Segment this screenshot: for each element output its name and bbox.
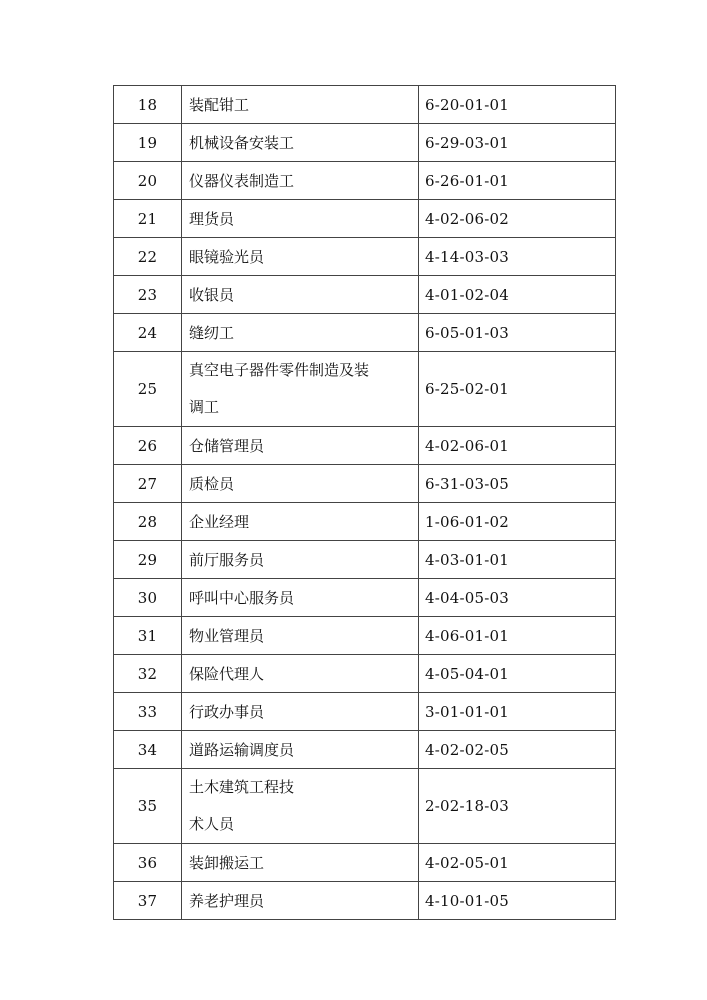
row-number-cell: 33 xyxy=(114,693,182,731)
occupation-code-cell: 4-02-06-02 xyxy=(419,200,616,238)
occupation-name-cell: 质检员 xyxy=(182,465,419,503)
row-number-cell: 35 xyxy=(114,769,182,844)
table-row xyxy=(114,124,616,162)
occupation-code-cell: 6-20-01-01 xyxy=(419,86,616,124)
occupation-code-cell: 6-26-01-01 xyxy=(419,162,616,200)
row-number-cell: 24 xyxy=(114,314,182,352)
occupation-table xyxy=(113,85,616,920)
table-row xyxy=(114,162,616,200)
table-row xyxy=(114,655,616,693)
table-row xyxy=(114,86,616,124)
row-number-cell: 28 xyxy=(114,503,182,541)
occupation-code-cell: 4-04-05-03 xyxy=(419,579,616,617)
occupation-name-cell: 保险代理人 xyxy=(182,655,419,693)
occupation-code-cell: 6-25-02-01 xyxy=(419,352,616,427)
row-number-cell: 21 xyxy=(114,200,182,238)
occupation-name-cell: 装卸搬运工 xyxy=(182,844,419,882)
row-number-cell: 19 xyxy=(114,124,182,162)
occupation-name-cell: 缝纫工 xyxy=(182,314,419,352)
occupation-name-cell: 物业管理员 xyxy=(182,617,419,655)
occupation-name-cell: 行政办事员 xyxy=(182,693,419,731)
occupation-name-cell: 理货员 xyxy=(182,200,419,238)
occupation-code-cell: 4-02-02-05 xyxy=(419,731,616,769)
occupation-code-cell: 6-31-03-05 xyxy=(419,465,616,503)
occupation-name-cell: 呼叫中心服务员 xyxy=(182,579,419,617)
row-number-cell: 36 xyxy=(114,844,182,882)
occupation-code-cell: 4-10-01-05 xyxy=(419,882,616,920)
occupation-name-cell: 仪器仪表制造工 xyxy=(182,162,419,200)
occupation-name-line: 术人员 xyxy=(189,815,235,833)
occupation-name-cell: 道路运输调度员 xyxy=(182,731,419,769)
table-row xyxy=(114,844,616,882)
occupation-code-cell: 2-02-18-03 xyxy=(419,769,616,844)
row-number-cell: 27 xyxy=(114,465,182,503)
row-number-cell: 26 xyxy=(114,427,182,465)
row-number-cell: 20 xyxy=(114,162,182,200)
row-number-cell: 18 xyxy=(114,86,182,124)
table-row xyxy=(114,503,616,541)
table-row xyxy=(114,693,616,731)
table-row xyxy=(114,579,616,617)
table-row xyxy=(114,427,616,465)
table-row xyxy=(114,769,616,844)
occupation-code-cell: 4-02-06-01 xyxy=(419,427,616,465)
occupation-code-cell: 6-05-01-03 xyxy=(419,314,616,352)
occupation-name-cell: 眼镜验光员 xyxy=(182,238,419,276)
table-row xyxy=(114,465,616,503)
occupation-name-cell xyxy=(182,769,419,844)
row-number-cell: 29 xyxy=(114,541,182,579)
occupation-code-cell: 4-02-05-01 xyxy=(419,844,616,882)
occupation-code-cell: 4-14-03-03 xyxy=(419,238,616,276)
occupation-name-cell: 收银员 xyxy=(182,276,419,314)
table-row xyxy=(114,200,616,238)
occupation-code-cell: 4-06-01-01 xyxy=(419,617,616,655)
table-row xyxy=(114,617,616,655)
occupation-name-line: 土木建筑工程技 xyxy=(189,778,295,796)
row-number-cell: 31 xyxy=(114,617,182,655)
occupation-name-cell: 机械设备安装工 xyxy=(182,124,419,162)
occupation-name-line: 真空电子器件零件制造及装 xyxy=(189,361,370,379)
row-number-cell: 30 xyxy=(114,579,182,617)
occupation-name-line: 调工 xyxy=(189,398,220,416)
row-number-cell: 34 xyxy=(114,731,182,769)
occupation-name-cell xyxy=(182,352,419,427)
occupation-code-cell: 4-01-02-04 xyxy=(419,276,616,314)
table-row xyxy=(114,314,616,352)
row-number-cell: 25 xyxy=(114,352,182,427)
occupation-name-cell: 仓储管理员 xyxy=(182,427,419,465)
table-row xyxy=(114,882,616,920)
table-row xyxy=(114,731,616,769)
occupation-name-cell: 养老护理员 xyxy=(182,882,419,920)
occupation-code-cell: 3-01-01-01 xyxy=(419,693,616,731)
row-number-cell: 22 xyxy=(114,238,182,276)
occupation-name-cell: 企业经理 xyxy=(182,503,419,541)
row-number-cell: 32 xyxy=(114,655,182,693)
occupation-table-body xyxy=(114,86,616,920)
table-row xyxy=(114,541,616,579)
occupation-code-cell: 1-06-01-02 xyxy=(419,503,616,541)
table-row xyxy=(114,352,616,427)
occupation-code-cell: 4-05-04-01 xyxy=(419,655,616,693)
occupation-name-cell: 前厅服务员 xyxy=(182,541,419,579)
row-number-cell: 37 xyxy=(114,882,182,920)
occupation-code-cell: 6-29-03-01 xyxy=(419,124,616,162)
table-row xyxy=(114,276,616,314)
occupation-name-cell: 装配钳工 xyxy=(182,86,419,124)
row-number-cell: 23 xyxy=(114,276,182,314)
table-row xyxy=(114,238,616,276)
occupation-code-cell: 4-03-01-01 xyxy=(419,541,616,579)
